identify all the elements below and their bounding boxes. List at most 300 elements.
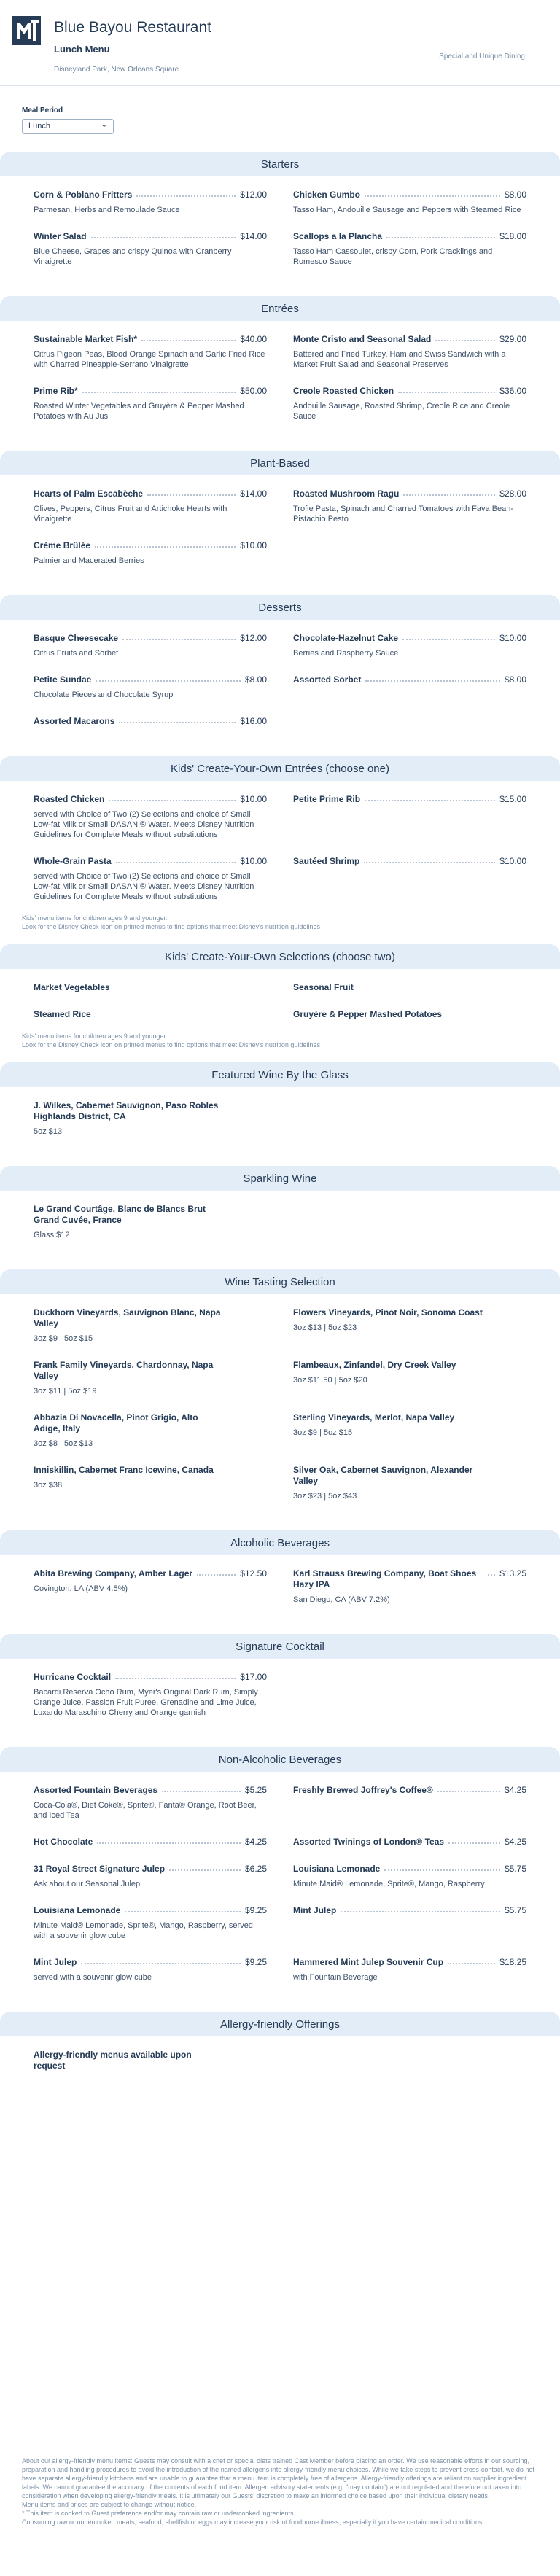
menu-item — [34, 1009, 267, 1020]
section-note: Kids' menu items for children ages 9 and younger. Look for the Disney Check icon on printed menus to find options that meet Disney's nutrition guidelines — [22, 1032, 320, 1048]
menu-item-row — [293, 794, 526, 805]
dot-leader — [96, 674, 241, 682]
menu-item-name: Steamed Rice — [34, 1009, 91, 1019]
menu-item-description: Palmier and Macerated Berries — [34, 556, 144, 565]
menu-item-row — [293, 334, 526, 345]
menu-section — [0, 1062, 560, 1153]
menu-item — [34, 1672, 267, 1718]
menu-item-price: $10.00 — [499, 633, 526, 643]
menu-item-price: $4.25 — [504, 1785, 526, 1795]
meal-period-select[interactable] — [22, 119, 114, 134]
section-title: Desserts — [0, 595, 560, 620]
menu-section — [0, 451, 560, 582]
menu-item — [293, 1307, 526, 1344]
menu-item-name: Mint Julep — [34, 1957, 77, 1967]
dot-leader — [116, 856, 236, 863]
menu-item-price: $8.00 — [244, 674, 267, 685]
menu-item-description: served with Choice of Two (2) Selections and choice of Small Low-fat Milk or Small DASANI® Water. Meets Disney Nutrition Guidelines for Complete Meals without substitutions — [34, 810, 254, 839]
menu-item-description: Citrus Fruits and Sorbet — [34, 649, 119, 658]
menu-item-row — [293, 674, 526, 685]
menu-item-row — [293, 1009, 526, 1020]
menu-item-description: Bacardi Reserva Ocho Rum, Myer's Original Dark Rum, Simply Orange Juice, Passion Fruit Puree, Grenadine and Lime Juice, Luxardo Maraschino Cherry and Orange garnish — [34, 1688, 258, 1717]
menu-item-name: Petite Sundae — [34, 674, 92, 685]
menu-item-description: 3oz $38 — [34, 1481, 63, 1490]
menu-item-price: $12.50 — [240, 1568, 267, 1579]
menu-item-price: $18.00 — [499, 231, 526, 241]
menu-item-row — [293, 1307, 526, 1318]
restaurant-header — [0, 0, 560, 86]
menu-item-row — [293, 489, 526, 499]
menu-section — [0, 1166, 560, 1256]
menu-item-name: Hammered Mint Julep Souvenir Cup — [293, 1957, 444, 1967]
menu-item-price: $28.00 — [499, 489, 526, 499]
menu-sections — [0, 152, 560, 2101]
menu-item-price: $14.00 — [240, 231, 267, 241]
menu-item-row — [293, 1360, 526, 1371]
menu-item — [34, 1905, 267, 1941]
menu-item — [34, 540, 267, 566]
menu-item — [293, 1785, 526, 1821]
dot-leader — [125, 1905, 241, 1912]
menu-item-row — [293, 1837, 526, 1848]
menu-item-row — [34, 716, 267, 727]
menu-item-price: $50.00 — [240, 386, 267, 396]
section-title: Allergy-friendly Offerings — [0, 2012, 560, 2036]
dot-leader — [402, 633, 495, 640]
section-title: Plant-Based — [0, 451, 560, 475]
meal-period-label: Meal Period — [22, 106, 63, 114]
menu-item-row — [34, 1465, 267, 1476]
menu-item-name: Scallops a la Plancha — [293, 231, 383, 241]
menu-item-row — [34, 633, 267, 644]
dot-leader — [109, 794, 236, 801]
menu-item-price: $6.25 — [244, 1864, 267, 1874]
menu-item-row — [293, 1864, 526, 1875]
menu-item-price: $12.00 — [240, 190, 267, 200]
menu-item-name: Monte Cristo and Seasonal Salad — [293, 334, 432, 344]
menu-item — [34, 982, 267, 993]
menu-item-name: Frank Family Vineyards, Chardonnay, Napa Valley — [34, 1360, 214, 1381]
meal-period-value: Lunch — [28, 122, 50, 131]
menu-item-price: $18.25 — [499, 1957, 526, 1967]
menu-item-name: Roasted Mushroom Ragu — [293, 489, 400, 499]
menu-item-description: with Fountain Beverage — [293, 1973, 378, 1982]
menu-item — [293, 633, 526, 658]
menu-item-description: Andouille Sausage, Roasted Shrimp, Creole Rice and Creole Sauce — [293, 402, 510, 421]
section-items — [0, 781, 560, 918]
menu-item-name: Abita Brewing Company, Amber Lager — [34, 1568, 193, 1579]
menu-item-description: 3oz $9 | 5oz $15 — [34, 1334, 93, 1343]
menu-item-name: Winter Salad — [34, 231, 87, 241]
menu-item-row — [293, 190, 526, 201]
menu-item-price: $8.00 — [504, 674, 526, 685]
menu-item-name: Assorted Sorbet — [293, 674, 362, 685]
menu-item-description: Minute Maid® Lemonade, Sprite®, Mango, Raspberry — [293, 1880, 485, 1888]
section-items — [0, 1087, 560, 1153]
menu-item-name: Prime Rib* — [34, 386, 78, 396]
menu-item-price: $5.25 — [244, 1785, 267, 1795]
menu-item-price: $36.00 — [499, 386, 526, 396]
menu-item-name: Sustainable Market Fish* — [34, 334, 138, 344]
menu-item-description: 5oz $13 — [34, 1127, 63, 1136]
menu-item — [293, 1412, 526, 1449]
menu-title: Lunch Menu — [54, 44, 110, 55]
menu-section — [0, 1530, 560, 1621]
menu-item-row — [34, 674, 267, 685]
section-items — [0, 1555, 560, 1621]
menu-section — [0, 944, 560, 1049]
menu-item-name: Chicken Gumbo — [293, 190, 361, 200]
dot-leader — [82, 386, 236, 393]
section-title: Starters — [0, 152, 560, 176]
menu-item-row — [293, 1957, 526, 1968]
menu-item-price: $5.75 — [504, 1864, 526, 1874]
menu-item-row — [293, 1465, 526, 1487]
menu-item-name: Assorted Fountain Beverages — [34, 1785, 158, 1795]
dot-leader — [488, 1568, 495, 1576]
menu-item-price: $14.00 — [240, 489, 267, 499]
menu-item — [34, 856, 267, 902]
menu-item-description: Battered and Fried Turkey, Ham and Swiss Sandwich with a Market Fruit Salad and Seasonal Preserves — [293, 350, 506, 369]
menu-item-name: Silver Oak, Cabernet Sauvignon, Alexander Valley — [293, 1465, 473, 1486]
menu-item-row — [34, 1009, 267, 1020]
menu-item-name: Basque Cheesecake — [34, 633, 119, 643]
menu-item-row — [34, 1864, 267, 1875]
allergy-disclaimer: About our allergy-friendly menu items: Guests may consult with a chef or special diets trained Cast Member before placing an order. We use reasonable efforts in our sourcing, preparation and handling procedures to avoid the introduction of the named allergens into allergy-friendly menu choices. While we take steps to prevent cross-contact, we do not have separate allergy-friendly kitchens and are unable to guarantee that a menu item is completely free of allergens. Allergy-friendly offerings are reliant on supplier ingredient labels. We cannot guarantee the accuracy of the contents of each food item. Allergen advisory statements (e.g. "may contain") are not regulated and therefore not taken into consideration when developing allergy-friendly meals. It is ultimately our Guests' discretion to make an informed choice based upon their individual dietary needs. — [22, 2457, 534, 2499]
menu-item-row — [34, 856, 267, 867]
menu-item-name: Abbazia Di Novacella, Pinot Grigio, Alto Adige, Italy — [34, 1412, 198, 1433]
menu-item-name: Mint Julep — [293, 1905, 337, 1915]
foodborne-warning: Consuming raw or undercooked meats, seafood, shellfish or eggs may increase your risk of foodborne illness, especially if you have certain medical conditions. — [22, 2518, 484, 2526]
dot-leader — [147, 489, 236, 496]
menu-item — [34, 1100, 267, 1137]
section-title: Kids' Create-Your-Own Entrées (choose one) — [0, 756, 560, 781]
menu-item-description: Blue Cheese, Grapes and crispy Quinoa with Cranberry Vinaigrette — [34, 247, 232, 266]
dot-leader — [438, 1785, 500, 1792]
dot-leader — [365, 190, 500, 197]
section-title: Signature Cocktail — [0, 1634, 560, 1659]
price-disclaimer: Menu items and prices are subject to change without notice. — [22, 2501, 197, 2508]
menu-item-name: Seasonal Fruit — [293, 982, 354, 992]
menu-item-row — [34, 489, 267, 499]
menu-item — [34, 794, 267, 840]
menu-item-description: Tasso Ham Cassoulet, crispy Corn, Pork Cracklings and Romesco Sauce — [293, 247, 493, 266]
menu-item — [34, 2050, 267, 2071]
menu-item-name: Karl Strauss Brewing Company, Boat Shoes Hazy IPA — [293, 1568, 477, 1589]
section-title: Sparkling Wine — [0, 1166, 560, 1191]
menu-item — [34, 1785, 267, 1821]
raw-item-note: * This item is cooked to Guest preference and/or may contain raw or undercooked ingredients. — [22, 2510, 296, 2517]
menu-item-row — [34, 1785, 267, 1796]
menu-item-row — [293, 1905, 526, 1916]
menu-item-name: Assorted Macarons — [34, 716, 115, 726]
menu-item-description: Berries and Raspberry Sauce — [293, 649, 399, 658]
dot-leader — [398, 386, 495, 393]
menu-item-row — [34, 1412, 267, 1434]
dining-category-link[interactable]: Special and Unique Dining — [439, 52, 525, 61]
menu-item-row — [34, 386, 267, 397]
menu-section — [0, 296, 560, 437]
menu-item-name: Sterling Vineyards, Merlot, Napa Valley — [293, 1412, 455, 1423]
menu-item-name: Flambeaux, Zinfandel, Dry Creek Valley — [293, 1360, 456, 1370]
menu-item — [293, 674, 526, 700]
menu-item-row — [34, 982, 267, 993]
menu-item-row — [34, 794, 267, 805]
menu-item-description: 3oz $8 | 5oz $13 — [34, 1439, 93, 1448]
menu-item — [34, 1957, 267, 1982]
dot-leader — [81, 1957, 241, 1964]
menu-item-price: $8.00 — [504, 190, 526, 200]
menu-item — [34, 489, 267, 524]
menu-item-name: Allergy-friendly menus available upon request — [34, 2050, 192, 2071]
dot-leader — [364, 856, 495, 863]
menu-item — [293, 231, 526, 267]
menu-item — [293, 794, 526, 840]
menu-item-description: Roasted Winter Vegetables and Gruyère & Pepper Mashed Potatoes with Au Jus — [34, 402, 244, 421]
dot-leader — [162, 1785, 241, 1792]
menu-section — [0, 756, 560, 931]
menu-item — [34, 386, 267, 421]
menu-item-name: Flowers Vineyards, Pinot Noir, Sonoma Coast — [293, 1307, 483, 1318]
menu-item-row — [293, 1412, 526, 1423]
menu-item-name: Roasted Chicken — [34, 794, 105, 804]
menu-item-row — [34, 1957, 267, 1968]
menu-item-row — [34, 1837, 267, 1848]
menu-section — [0, 1269, 560, 1517]
dot-leader — [365, 794, 495, 801]
menu-item-name: 31 Royal Street Signature Julep — [34, 1864, 166, 1874]
dot-leader — [91, 231, 236, 238]
menu-item-description: Coca-Cola®, Diet Coke®, Sprite®, Fanta® Orange, Root Beer, and Iced Tea — [34, 1801, 257, 1820]
menu-item-row — [34, 1360, 267, 1382]
dot-leader — [141, 334, 236, 341]
section-title: Non-Alcoholic Beverages — [0, 1747, 560, 1772]
menu-item — [34, 674, 267, 700]
menu-item-row — [34, 1307, 267, 1329]
dot-leader — [365, 674, 500, 682]
menu-item-price: $16.00 — [240, 716, 267, 726]
restaurant-location: Disneyland Park, New Orleans Square — [54, 66, 179, 74]
section-items — [0, 620, 560, 743]
section-title: Featured Wine By the Glass — [0, 1062, 560, 1087]
menu-item-price: $10.00 — [499, 856, 526, 866]
dot-leader — [341, 1905, 500, 1912]
menu-item-price: $5.75 — [504, 1905, 526, 1915]
dot-leader — [119, 716, 236, 723]
menu-item — [34, 190, 267, 215]
menu-item-name: Duckhorn Vineyards, Sauvignon Blanc, Napa Valley — [34, 1307, 221, 1328]
menu-item — [34, 1837, 267, 1848]
menu-item-name: Le Grand Courtâge, Blanc de Blancs Brut Grand Cuvée, France — [34, 1204, 206, 1225]
menu-item-price: $17.00 — [240, 1672, 267, 1682]
dot-leader — [448, 1957, 495, 1964]
restaurant-name: Blue Bayou Restaurant — [54, 19, 211, 36]
dot-leader — [115, 1672, 236, 1679]
dot-leader — [197, 1568, 236, 1576]
menu-item-name: Creole Roasted Chicken — [293, 386, 394, 396]
menu-item-row — [293, 231, 526, 242]
menu-item-name: Hurricane Cocktail — [34, 1672, 112, 1682]
menu-section — [0, 2012, 560, 2087]
menu-disclaimer — [22, 2443, 538, 2526]
menu-item-description: served with Choice of Two (2) Selections and choice of Small Low-fat Milk or Small DASANI® Water. Meets Disney Nutrition Guidelines for Complete Meals without substitutions — [34, 872, 254, 901]
menu-item-name: Whole-Grain Pasta — [34, 856, 112, 866]
dot-leader — [169, 1864, 241, 1871]
menu-item-description: Citrus Pigeon Peas, Blood Orange Spinach and Garlic Fried Rice with Charred Pineapple-Serrano Vinaigrette — [34, 350, 265, 369]
menu-item-price: $29.00 — [499, 334, 526, 344]
menu-item — [34, 716, 267, 727]
menu-item-description: 3oz $13 | 5oz $23 — [293, 1323, 357, 1332]
menu-item — [34, 1568, 267, 1605]
menu-item-name: Corn & Poblano Fritters — [34, 190, 133, 200]
menu-item-description: Minute Maid® Lemonade, Sprite®, Mango, Raspberry, served with a souvenir glow cube — [34, 1921, 253, 1940]
menu-item — [293, 386, 526, 421]
menu-item-row — [34, 1568, 267, 1579]
menu-item-description: Olives, Peppers, Citrus Fruit and Artichoke Hearts with Vinaigrette — [34, 505, 228, 524]
menu-item-name: Market Vegetables — [34, 982, 110, 992]
dot-leader — [435, 334, 495, 341]
restaurant-logo-icon — [10, 15, 42, 47]
menu-item — [34, 334, 267, 370]
section-items — [0, 1772, 560, 1999]
section-title: Kids' Create-Your-Own Selections (choose two) — [0, 944, 560, 969]
menu-item-name: Inniskillin, Cabernet Franc Icewine, Canada — [34, 1465, 214, 1475]
dot-leader — [97, 1837, 241, 1844]
dot-leader — [95, 540, 236, 548]
section-note: Kids' menu items for children ages 9 and younger. Look for the Disney Check icon on printed menus to find options that meet Disney's nutrition guidelines — [22, 914, 320, 930]
chevron-down-icon: ⌄ — [101, 121, 107, 129]
menu-item-row — [34, 1672, 267, 1683]
section-items — [0, 1659, 560, 1734]
menu-item-name: Petite Prime Rib — [293, 794, 361, 804]
menu-item-row — [293, 386, 526, 397]
dot-leader — [122, 633, 236, 640]
menu-item-name: Gruyère & Pepper Mashed Potatoes — [293, 1009, 443, 1019]
menu-section — [0, 1634, 560, 1734]
menu-item — [293, 1837, 526, 1848]
menu-item-description: Parmesan, Herbs and Remoulade Sauce — [34, 206, 180, 214]
menu-item-price: $12.00 — [240, 633, 267, 643]
menu-item-description: 3oz $9 | 5oz $15 — [293, 1428, 353, 1437]
menu-item-price: $9.25 — [244, 1957, 267, 1967]
menu-item-row — [293, 1568, 526, 1590]
menu-item — [293, 1568, 526, 1605]
menu-item-row — [34, 1204, 267, 1226]
section-title: Entrées — [0, 296, 560, 321]
menu-item-description: 3oz $23 | 5oz $43 — [293, 1492, 357, 1501]
menu-item-description: 3oz $11.50 | 5oz $20 — [293, 1376, 368, 1385]
section-items — [0, 1191, 560, 1256]
menu-item — [293, 856, 526, 902]
menu-item — [293, 1864, 526, 1889]
menu-item-row — [34, 231, 267, 242]
menu-item-name: Chocolate-Hazelnut Cake — [293, 633, 399, 643]
menu-item-description: 3oz $11 | 5oz $19 — [34, 1387, 97, 1396]
menu-item-price: $4.25 — [504, 1837, 526, 1847]
dot-leader — [384, 1864, 500, 1871]
menu-item-row — [34, 2050, 267, 2071]
menu-item — [293, 1009, 526, 1020]
menu-item — [293, 190, 526, 215]
dot-leader — [403, 489, 495, 496]
menu-item — [34, 1360, 267, 1396]
menu-item — [293, 489, 526, 524]
section-items — [0, 969, 560, 1036]
section-title: Wine Tasting Selection — [0, 1269, 560, 1294]
menu-item-price: $10.00 — [240, 540, 267, 550]
menu-item — [293, 334, 526, 370]
menu-item-description: Glass $12 — [34, 1231, 70, 1240]
menu-item-description: Tasso Ham, Andouille Sausage and Peppers with Steamed Rice — [293, 206, 521, 214]
menu-item-name: J. Wilkes, Cabernet Sauvignon, Paso Robles Highlands District, CA — [34, 1100, 219, 1121]
menu-item — [293, 1905, 526, 1941]
meal-period-control — [22, 106, 114, 134]
menu-item-name: Hot Chocolate — [34, 1837, 93, 1847]
menu-item-price: $10.00 — [240, 794, 267, 804]
menu-item — [34, 1412, 267, 1449]
menu-item — [293, 982, 526, 993]
menu-item-row — [293, 633, 526, 644]
menu-item-name: Crème Brûlée — [34, 540, 91, 550]
menu-item-name: Louisiana Lemonade — [34, 1905, 121, 1915]
menu-item-description: Chocolate Pieces and Chocolate Syrup — [34, 690, 174, 699]
dot-leader — [448, 1837, 500, 1844]
menu-item — [34, 1864, 267, 1889]
menu-item-row — [293, 982, 526, 993]
menu-item-description: San Diego, CA (ABV 7.2%) — [293, 1595, 390, 1604]
menu-section — [0, 152, 560, 283]
section-title: Alcoholic Beverages — [0, 1530, 560, 1555]
dot-leader — [136, 190, 236, 197]
section-items — [0, 2036, 560, 2087]
menu-item-price: $4.25 — [244, 1837, 267, 1847]
menu-item-price: $15.00 — [499, 794, 526, 804]
menu-section — [0, 595, 560, 743]
menu-item — [34, 1465, 267, 1501]
menu-item-price: $10.00 — [240, 856, 267, 866]
section-items — [0, 475, 560, 582]
section-items — [0, 1294, 560, 1517]
menu-item — [34, 633, 267, 658]
menu-item-row — [34, 540, 267, 551]
menu-item-description: Ask about our Seasonal Julep — [34, 1880, 141, 1888]
menu-item-price: $13.25 — [499, 1568, 526, 1579]
menu-item-name: Hearts of Palm Escabèche — [34, 489, 144, 499]
menu-item-price: $40.00 — [240, 334, 267, 344]
menu-item-price: $9.25 — [244, 1905, 267, 1915]
menu-item-description: served with a souvenir glow cube — [34, 1973, 152, 1982]
menu-item-description: Trofie Pasta, Spinach and Charred Tomatoes with Fava Bean-Pistachio Pesto — [293, 505, 514, 524]
menu-item — [293, 1465, 526, 1501]
section-items — [0, 321, 560, 437]
menu-item-name: Sautéed Shrimp — [293, 856, 360, 866]
menu-section — [0, 1747, 560, 1999]
menu-item — [293, 1360, 526, 1396]
menu-item-row — [34, 190, 267, 201]
menu-item — [293, 1957, 526, 1982]
dot-leader — [386, 231, 495, 238]
menu-item-name: Louisiana Lemonade — [293, 1864, 381, 1874]
menu-item-row — [34, 1100, 267, 1122]
menu-item-row — [34, 1905, 267, 1916]
section-items — [0, 176, 560, 283]
menu-item-row — [293, 1785, 526, 1796]
menu-item — [34, 1307, 267, 1344]
menu-item-name: Freshly Brewed Joffrey's Coffee® — [293, 1785, 433, 1795]
menu-item-name: Assorted Twinings of London® Teas — [293, 1837, 445, 1847]
menu-item-row — [293, 856, 526, 867]
menu-item — [34, 231, 267, 267]
